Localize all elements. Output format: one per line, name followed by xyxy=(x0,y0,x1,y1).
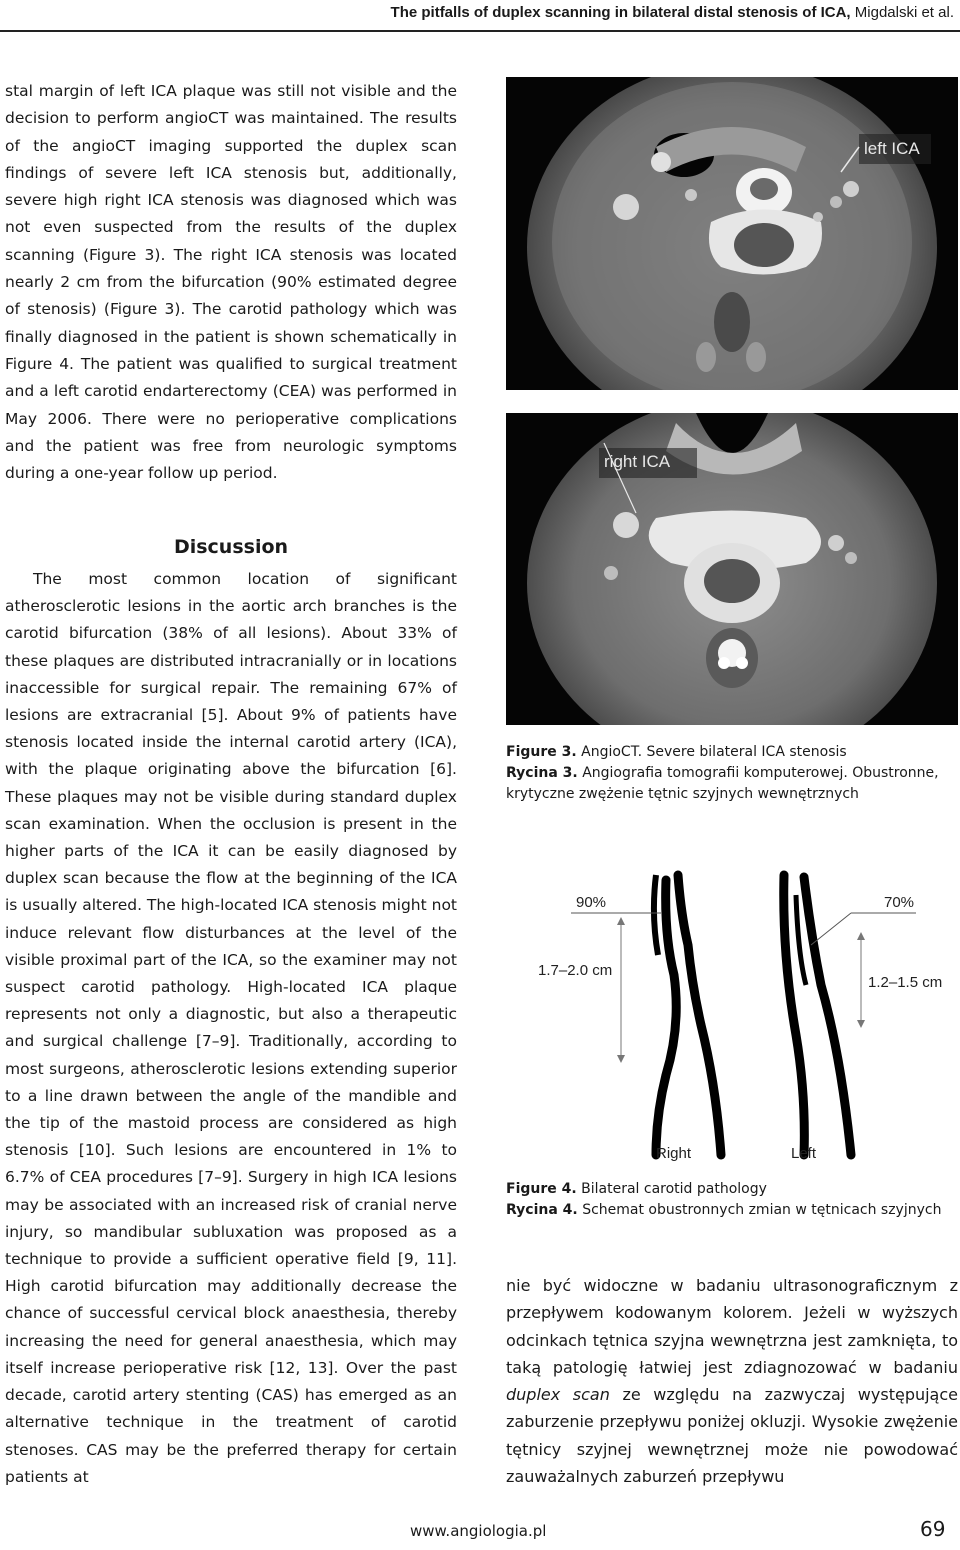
page-number: 69 xyxy=(920,1517,946,1541)
label-right-side: Right xyxy=(656,1145,692,1162)
figure3-label: Figure 3. xyxy=(506,744,577,760)
ct-label-right-ica: right ICA xyxy=(604,452,671,471)
paragraph-discussion: The most common location of significant atherosclerotic lesions in the aortic arch branches is the carotid bifurcation (38% of all lesions). About 33% of these plaques are distributed intracranially or in locations inaccessible for surgical repair. The remaining 67% of lesions are extracranial [5]. About 9% of patients have stenosis located inside the internal carotid artery (ICA), with the plaque originating above the bifurcation [6]. These plaques may not be visible during standard duplex scan examination. When the occlusion is present in the higher parts of the ICA it can be easily diagnosed by duplex scan because the flow at the beginning of the ICA is usually altered. The high-located ICA stenosis might not induce relevant flow disturbances at the level of the visible proximal part of the ICA, so the examiner may not suspect carotid pathology. High-located ICA plaque represents not only a diagnostic, but also a therapeutic and surgical challenge [7–9]. Traditionally, according to most surgeons, atherosclerotic lesions extending superior to a line drawn between the angle of the mandible and the tip of the mastoid process are considered as high stenosis [10]. Such lesions are encountered in 1% to 6.7% of CEA procedures [7–9]. Surgery in high ICA lesions may be associated with an increased risk of cranial nerve injury, so mandibular subluxation was proposed as a technique to provide a sufficient operative field [9, 11]. High carotid bifurcation may additionally decrease the chance of successful cervical block anaesthesia, thereby increasing the need for general anaesthesia, which may itself increase perioperative risk [12, 13]. Over the past decade, carotid artery stenting (CAS) has emerged as an alternative technique in the treatment of carotid stenoses. CAS may be the preferred therapy for certain patients at xyxy=(5,570,458,1486)
paragraph-results: stal margin of left ICA plaque was still not visible and the decision to perform angioCT was maintained. The results of the angioCT imaging supported the duplex scan findings of severe left ICA stenosis but, additionally, severe high right ICA stenosis was diagnosed which was not even suspected from the results of the duplex scanning (Figure 3). The right ICA stenosis was located nearly 2 cm from the bifurcation (90% estimated degree of stenosis) (Figure 3). The carotid pathology which was finally diagnosed in the patient is shown schematically in Figure 4. The patient was qualified to surgical treatment and a left carotid endarterectomy (CEA) was performed in May 2006. There were no perioperative complications and the patient was free from neurologic symptoms during a one-year follow up period. xyxy=(5,82,457,483)
figure4-caption-text: Bilateral carotid pathology xyxy=(581,1181,767,1197)
header-authors: Migdalski et al. xyxy=(854,4,954,21)
right-carotid-drawing xyxy=(654,875,721,1155)
figure3-caption-pl xyxy=(506,763,958,805)
rycina3-caption-text: Angiografia tomografii komputerowej. Obustronne, krytyczne zwężenie tętnic szyjnych wewnętrznych xyxy=(506,765,939,802)
rycina3-label: Rycina 3. xyxy=(506,765,578,781)
figure3-caption xyxy=(506,742,958,805)
rycina4-caption-text: Schemat obustronnych zmian w tętnicach szyjnych xyxy=(582,1202,942,1218)
figure4-caption-pl xyxy=(506,1200,958,1221)
figure4-caption-en xyxy=(506,1179,958,1200)
figure3-caption-en xyxy=(506,742,958,763)
left-carotid-drawing xyxy=(784,875,851,1155)
paragraph-polish xyxy=(506,1272,958,1490)
label-right-length: 1.7–2.0 cm xyxy=(538,962,613,979)
footer-url: www.angiologia.pl xyxy=(410,1522,547,1540)
label-left-length: 1.2–1.5 cm xyxy=(868,974,943,991)
header-title: The pitfalls of duplex scanning in bilateral distal stenosis of ICA, xyxy=(390,4,851,21)
polish-text-part1: nie być widoczne w badaniu ultrasonograficznym z przepływem kodowanym kolorem. Jeżeli w wyższych odcinkach tętnica szyjna wewnętrzna jest zamknięta, to taką patologię łatwiej jest zdiagnozować w badaniu xyxy=(506,1276,958,1377)
rycina4-label: Rycina 4. xyxy=(506,1202,578,1218)
section-title-discussion: Discussion xyxy=(173,536,289,558)
running-header xyxy=(0,0,960,30)
label-70-percent: 70% xyxy=(884,894,915,911)
figure4-label: Figure 4. xyxy=(506,1181,577,1197)
label-90-percent: 90% xyxy=(576,894,607,911)
carotid-schematic xyxy=(506,835,958,1175)
ct-scan-right-ica xyxy=(506,413,958,725)
figure4-caption xyxy=(506,1179,958,1221)
header-rule xyxy=(0,30,960,32)
figure3-caption-text: AngioCT. Severe bilateral ICA stenosis xyxy=(581,744,847,760)
label-left-side: Left xyxy=(791,1145,817,1162)
polish-text-italic: duplex scan xyxy=(506,1385,610,1405)
polish-text-part2: ze względu na zazwyczaj występujące zaburzenie przepływu poniżej okluzji. Wysokie zwężenie tętnicy szyjnej wewnętrznej może nie powodować zauważalnych zaburzeń przepływu xyxy=(506,1385,959,1487)
ct-scan-left-ica xyxy=(506,77,958,390)
ct-label-left-ica: left ICA xyxy=(864,139,920,158)
